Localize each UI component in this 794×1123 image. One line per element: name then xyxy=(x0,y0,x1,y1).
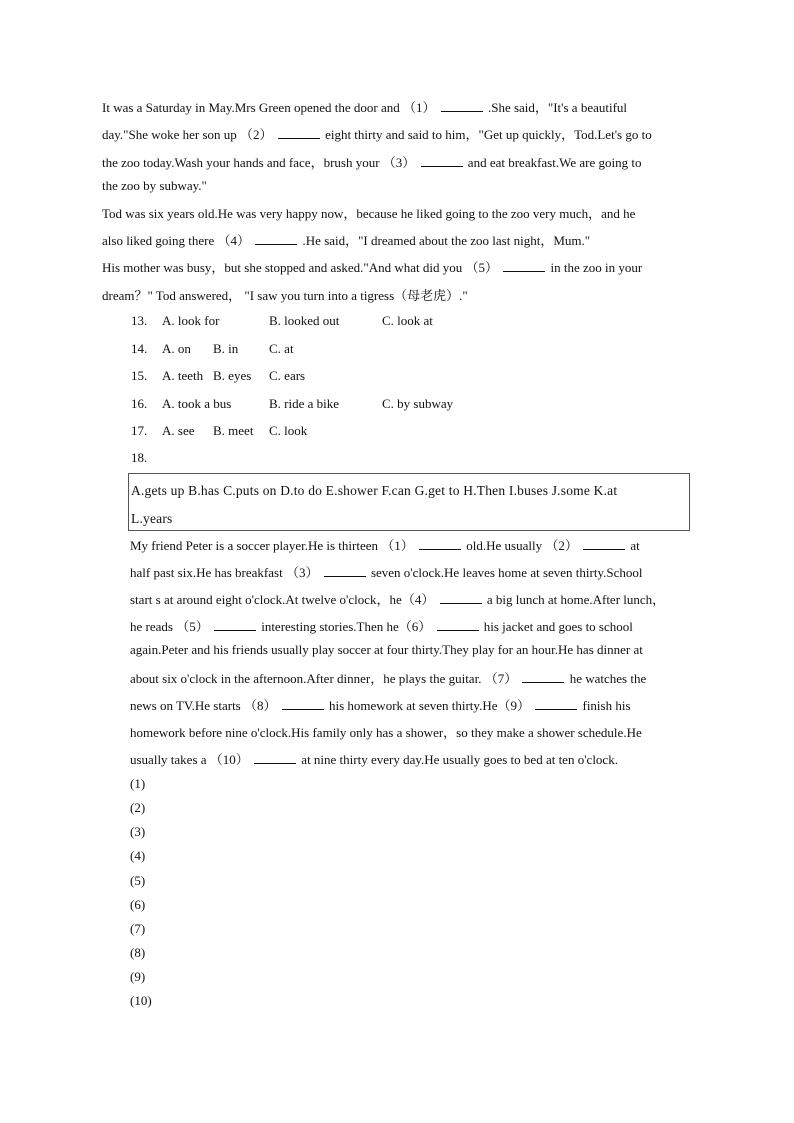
option-c[interactable]: C. look xyxy=(269,423,308,438)
option-c[interactable]: C. at xyxy=(269,341,294,356)
answer-label: (6) xyxy=(130,897,146,912)
passage1-text: It was a Saturday in May.Mrs Green opened the door and （1） xyxy=(102,100,436,115)
passage1-text: the zoo by subway." xyxy=(102,178,207,193)
passage1-text: His mother was busy，but she stopped and asked."And what did you （5） xyxy=(102,260,498,275)
answer-label: (10) xyxy=(130,993,152,1008)
passage2-line-8 xyxy=(130,722,700,741)
passage2-text: half past six.He has breakfast （3） xyxy=(130,565,319,580)
passage2-text: a big lunch at home.After lunch， xyxy=(486,592,666,607)
option-b[interactable]: B. eyes xyxy=(213,368,252,383)
passage2-text: his homework at seven thirty.He（9） xyxy=(329,698,530,713)
passage1-text: the zoo today.Wash your hands and face，brush your （3） xyxy=(102,155,416,170)
option-c[interactable]: C. look at xyxy=(382,313,433,328)
passage2-text: start s at around eight o'clock.At twelve o'clock，he（4） xyxy=(130,592,435,607)
option-a[interactable]: A. see xyxy=(162,423,195,438)
question-number: 17. xyxy=(131,423,148,438)
passage1-line-7 xyxy=(102,257,702,276)
passage2-text: My friend Peter is a soccer player.He is thirteen （1） xyxy=(130,538,414,553)
passage2-text: seven o'clock.He leaves home at seven thirty.School xyxy=(370,565,643,580)
answer-blank[interactable] xyxy=(522,671,564,683)
passage2-text: he watches the xyxy=(569,671,647,686)
answer-blank[interactable] xyxy=(421,155,463,167)
word-bank-line: A.gets up B.has C.puts on D.to do E.shower F.can G.get to H.Then I.buses J.some K.at xyxy=(131,483,618,498)
answer-blank[interactable] xyxy=(254,752,296,764)
passage2-text: interesting stories.Then he（6） xyxy=(261,619,432,634)
option-c[interactable]: C. by subway xyxy=(382,396,454,411)
answer-blank[interactable] xyxy=(278,127,320,139)
option-a[interactable]: A. teeth xyxy=(162,368,204,383)
option-b[interactable]: B. meet xyxy=(213,423,254,438)
answer-label: (3) xyxy=(130,824,146,839)
passage1-line-6 xyxy=(102,230,702,249)
answer-blank[interactable] xyxy=(441,100,483,112)
answer-label: (7) xyxy=(130,921,146,936)
passage2-text: homework before nine o'clock.His family only has a shower，so they make a shower schedule.He xyxy=(130,725,642,740)
word-bank-line: L.years xyxy=(131,511,173,526)
question-number: 14. xyxy=(131,341,148,356)
option-b[interactable]: B. ride a bike xyxy=(269,396,340,411)
option-a[interactable]: A. took a bus xyxy=(162,396,232,411)
question-number: 15. xyxy=(131,368,148,383)
answer-label: (9) xyxy=(130,969,146,984)
passage2-text: again.Peter and his friends usually play soccer at four thirty.They play for an hour.He has dinner at xyxy=(130,642,643,657)
answer-blank[interactable] xyxy=(214,619,256,631)
passage1-text: dream？" Tod answered， "I saw you turn into a tigress（母老虎）." xyxy=(102,288,468,303)
answer-blank[interactable] xyxy=(503,260,545,272)
word-bank-box xyxy=(128,473,690,531)
answer-label: (8) xyxy=(130,945,146,960)
answer-blank[interactable] xyxy=(324,565,366,577)
answer-label: (1) xyxy=(130,776,146,791)
passage1-text: .She said，"It's a beautiful xyxy=(487,100,628,115)
passage1-line-8 xyxy=(102,285,702,304)
question-18-number: 18. xyxy=(131,450,148,465)
passage1-text: .He said，"I dreamed about the zoo last night，Mum." xyxy=(302,233,591,248)
passage1-text: and eat breakfast.We are going to xyxy=(467,155,642,170)
option-c[interactable]: C. ears xyxy=(269,368,306,383)
passage1-text: in the zoo in your xyxy=(550,260,643,275)
option-a[interactable]: A. on xyxy=(162,341,191,356)
answer-blank[interactable] xyxy=(437,619,479,631)
passage2-line-2 xyxy=(130,562,700,581)
passage2-text: at nine thirty every day.He usually goes to bed at ten o'clock. xyxy=(301,752,618,767)
question-number: 13. xyxy=(131,313,148,328)
passage2-text: finish his xyxy=(582,698,631,713)
passage1-text: Tod was six years old.He was very happy now，because he liked going to the zoo very much，and he xyxy=(102,206,636,221)
answer-label: (5) xyxy=(130,873,146,888)
passage2-text: news on TV.He starts （8） xyxy=(130,698,277,713)
passage2-text: usually takes a （10） xyxy=(130,752,249,767)
passage2-line-4 xyxy=(130,616,700,635)
passage1-text: day."She woke her son up （2） xyxy=(102,127,273,142)
passage1-line-4 xyxy=(102,178,702,194)
option-a[interactable]: A. look for xyxy=(162,313,220,328)
answer-blank[interactable] xyxy=(419,538,461,550)
answer-blank[interactable] xyxy=(255,233,297,245)
passage2-text: old.He usually （2） xyxy=(466,538,578,553)
option-b[interactable]: B. looked out xyxy=(269,313,340,328)
answer-blank[interactable] xyxy=(583,538,625,550)
passage2-text: his jacket and goes to school xyxy=(483,619,633,634)
passage2-line-9 xyxy=(130,749,700,768)
passage1-text: also liked going there （4） xyxy=(102,233,251,248)
passage2-line-3 xyxy=(130,589,700,608)
passage1-line-1 xyxy=(102,97,702,116)
passage2-line-7 xyxy=(130,695,700,714)
passage1-text: eight thirty and said to him，"Get up quickly，Tod.Let's go to xyxy=(325,127,652,142)
passage1-line-3 xyxy=(102,152,702,171)
question-number: 16. xyxy=(131,396,148,411)
option-b[interactable]: B. in xyxy=(213,341,239,356)
answer-blank[interactable] xyxy=(440,592,482,604)
answer-blank[interactable] xyxy=(282,698,324,710)
answer-label: (2) xyxy=(130,800,146,815)
passage1-line-2 xyxy=(102,124,702,143)
passage2-line-6 xyxy=(130,668,700,687)
passage2-line-5 xyxy=(130,642,700,658)
answer-blank[interactable] xyxy=(535,698,577,710)
answer-label: (4) xyxy=(130,848,146,863)
passage2-text: he reads （5） xyxy=(130,619,209,634)
passage2-text: at xyxy=(630,538,640,553)
passage1-line-5 xyxy=(102,203,702,222)
passage2-line-1 xyxy=(130,535,700,554)
passage2-text: about six o'clock in the afternoon.After dinner，he plays the guitar. （7） xyxy=(130,671,518,686)
